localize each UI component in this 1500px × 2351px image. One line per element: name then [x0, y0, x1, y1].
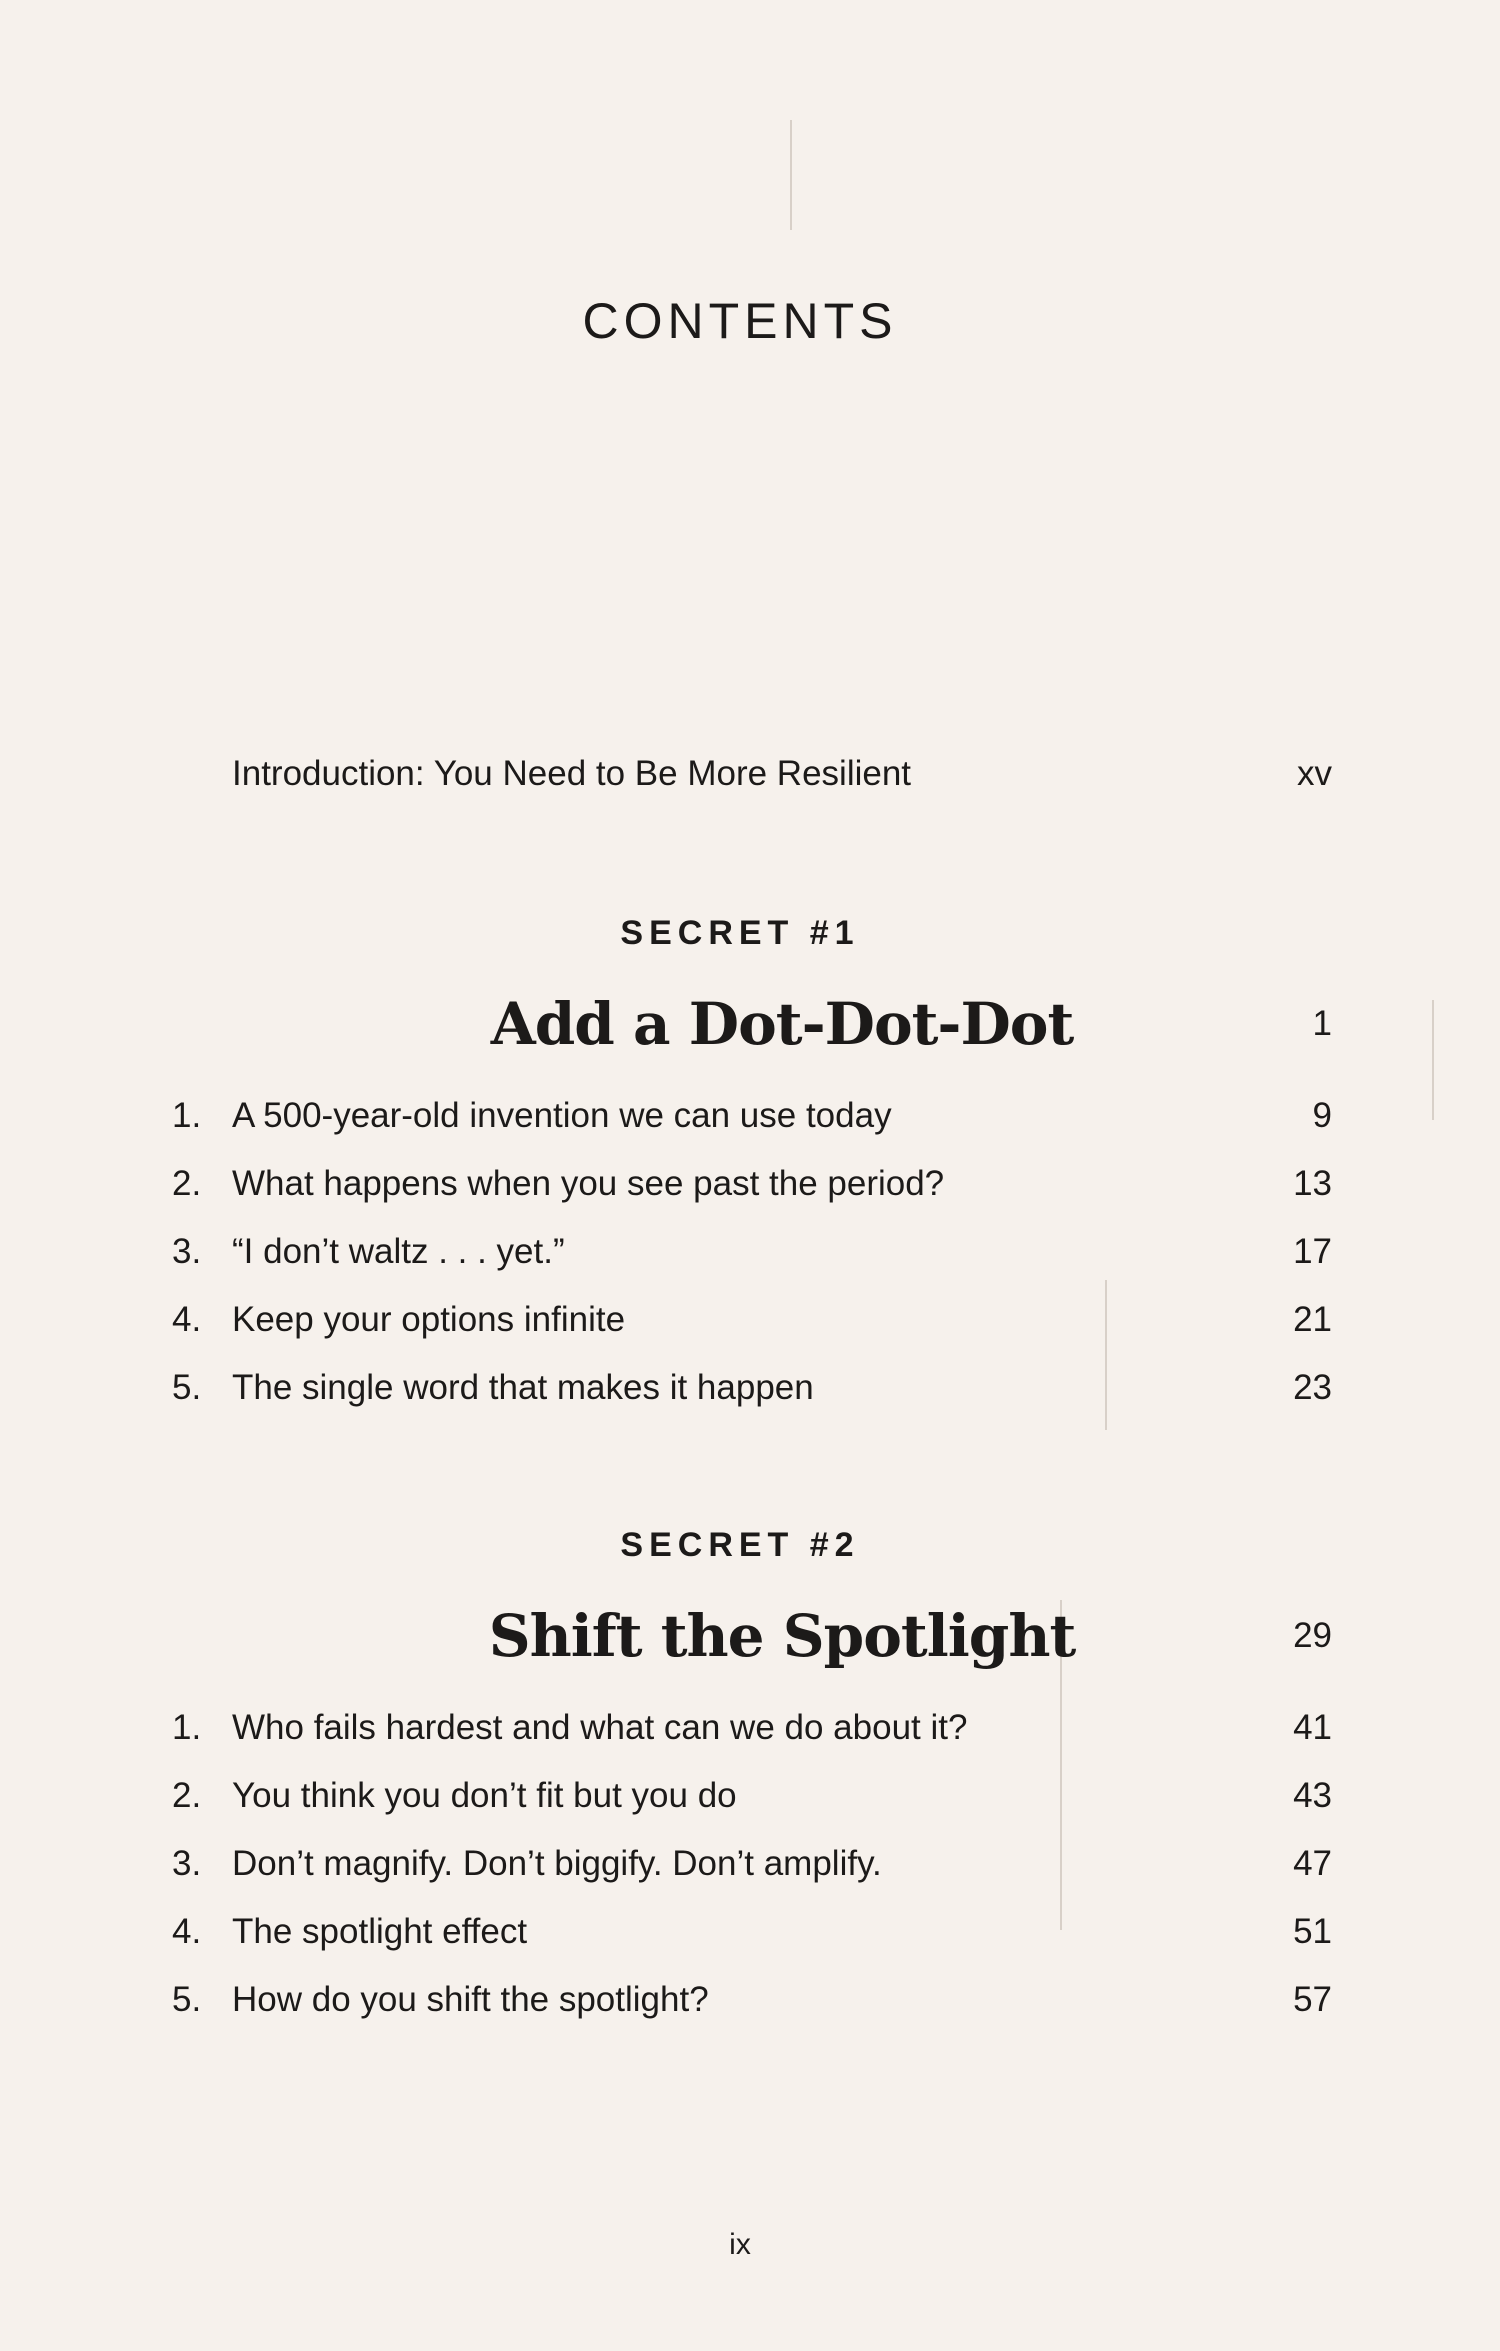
chapter-number: 4. [172, 1300, 202, 1339]
chapter-number: 3. [172, 1844, 202, 1883]
chapter-title: “I don’t waltz . . . yet.” [232, 1232, 565, 1271]
secret-1-label: SECRET #1 [620, 914, 860, 952]
entry-title: Introduction: You Need to Be More Resilient [232, 754, 912, 793]
entry-page-number: xv [1297, 754, 1332, 793]
toc-entry-secret-2-chapter-5[interactable] [172, 1980, 1332, 2032]
toc-entry-secret-2-chapter-1[interactable] [172, 1708, 1332, 1760]
chapter-title: You think you don’t fit but you do [232, 1776, 737, 1815]
scan-mark [1432, 1000, 1434, 1120]
chapter-number: 1. [172, 1708, 202, 1747]
chapter-page-number: 47 [1293, 1844, 1332, 1883]
toc-entry-secret-2-chapter-3[interactable] [172, 1844, 1332, 1896]
toc-entry-secret-1-chapter-4[interactable] [172, 1300, 1332, 1352]
toc-entry-secret-2-chapter-2[interactable] [172, 1776, 1332, 1828]
chapter-page-number: 21 [1293, 1300, 1332, 1339]
chapter-title: Keep your options infinite [232, 1300, 626, 1339]
toc-entry-introduction[interactable] [232, 754, 1332, 806]
chapter-title: Don’t magnify. Don’t biggify. Don’t amplify. [232, 1844, 882, 1883]
contents-heading: CONTENTS [582, 293, 898, 349]
chapter-page-number: 57 [1293, 1980, 1332, 2019]
secret-2-label: SECRET #2 [620, 1526, 860, 1564]
toc-entry-secret-1-chapter-3[interactable] [172, 1232, 1332, 1284]
toc-entry-secret-1-chapter-2[interactable] [172, 1164, 1332, 1216]
chapter-number: 5. [172, 1980, 202, 2019]
chapter-number: 3. [172, 1232, 202, 1271]
toc-entry-secret-2[interactable] [232, 1602, 1332, 1682]
scan-mark [790, 120, 792, 230]
secret-2-page-number: 29 [1293, 1616, 1332, 1655]
secret-1-page-number: 1 [1312, 1004, 1332, 1043]
chapter-title: What happens when you see past the period? [232, 1164, 945, 1203]
chapter-title: How do you shift the spotlight? [232, 1980, 709, 2019]
chapter-page-number: 13 [1293, 1164, 1332, 1203]
chapter-page-number: 51 [1293, 1912, 1332, 1951]
chapter-number: 2. [172, 1776, 202, 1815]
chapter-number: 1. [172, 1096, 202, 1135]
chapter-title: The spotlight effect [232, 1912, 528, 1951]
secret-2-title: Shift the Spotlight [488, 1602, 1076, 1670]
toc-entry-secret-1[interactable] [232, 990, 1332, 1070]
chapter-page-number: 23 [1293, 1368, 1332, 1407]
chapter-number: 5. [172, 1368, 202, 1407]
toc-entry-secret-1-chapter-5[interactable] [172, 1368, 1332, 1420]
secret-1-title: Add a Dot-Dot-Dot [490, 990, 1074, 1058]
toc-entry-secret-1-chapter-1[interactable] [172, 1096, 1332, 1148]
chapter-number: 4. [172, 1912, 202, 1951]
chapter-page-number: 41 [1293, 1708, 1332, 1747]
chapter-page-number: 9 [1312, 1096, 1332, 1135]
toc-entry-secret-2-chapter-4[interactable] [172, 1912, 1332, 1964]
chapter-title: The single word that makes it happen [232, 1368, 814, 1407]
page-folio: ix [729, 2228, 751, 2261]
chapter-number: 2. [172, 1164, 202, 1203]
chapter-page-number: 43 [1293, 1776, 1332, 1815]
chapter-title: Who fails hardest and what can we do about it? [232, 1708, 968, 1747]
chapter-page-number: 17 [1293, 1232, 1332, 1271]
chapter-title: A 500-year-old invention we can use today [232, 1096, 892, 1135]
